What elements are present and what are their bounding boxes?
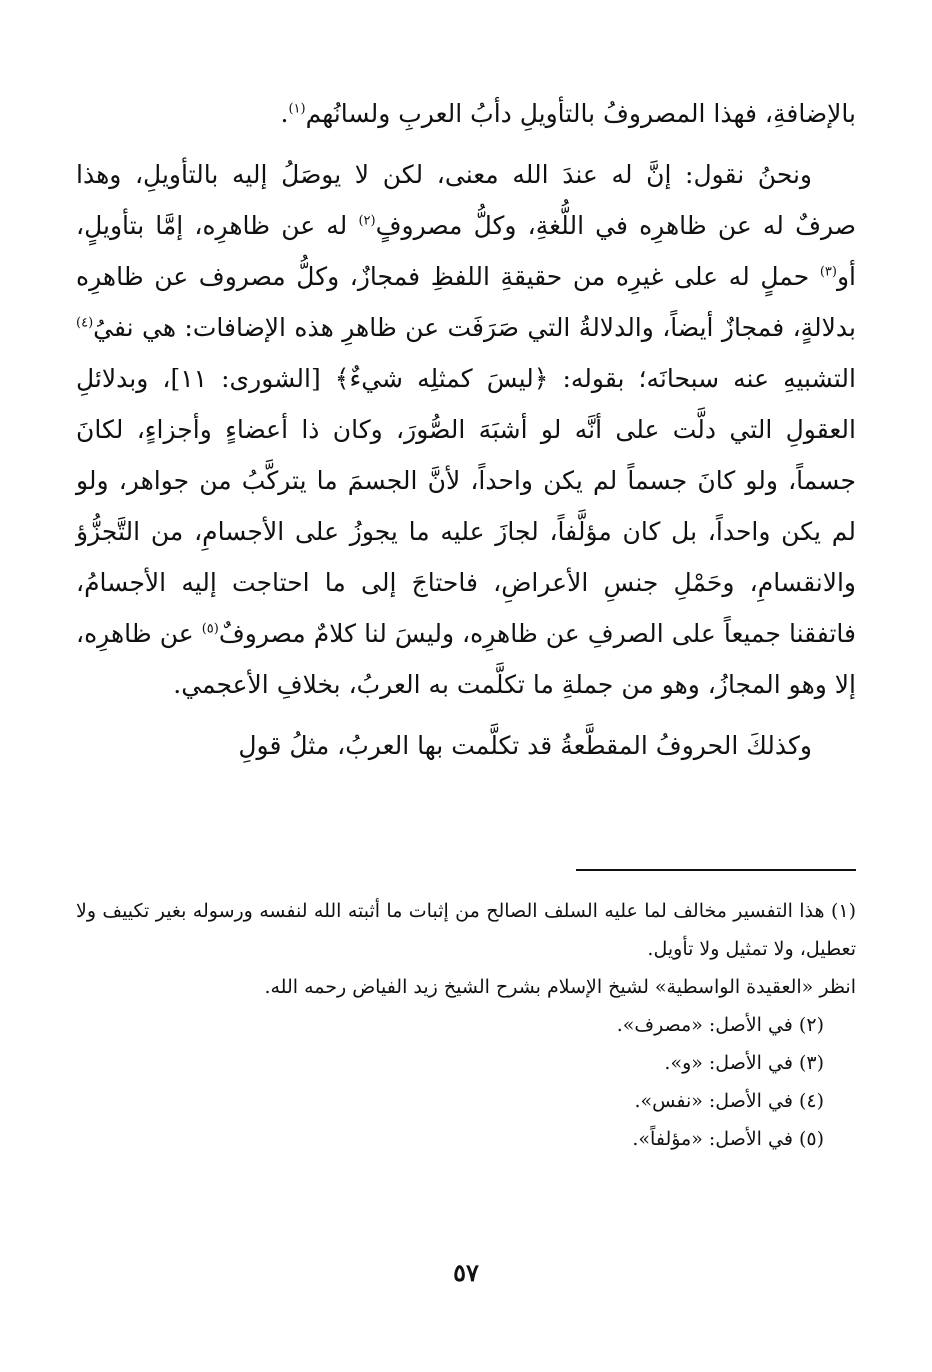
paragraph-2-text-c: حملٍ له على غيرِه من حقيقةِ اللفظِ فمجازٌ، وكلُّ مصروف عن ظاهرِه بدلالةٍ، فمجازٌ أيضاً، والدلالةُ التي صَرَفَت عن ظاهرِ هذه الإضافات: هي نفيُ [76,262,856,342]
main-text [76,88,856,781]
footnote-1-reference: انظر «العقيدة الواسطية» لشيخ الإسلام بشرح الشيخ زيد الفياض رحمه الله. [264,976,856,998]
footnote-4: (٤) في الأصل: «نفس». [634,1090,824,1112]
page-number: ٥٧ [453,1258,479,1287]
paragraph-2-text-e: عن ظاهرِه، إلا وهو المجازُ، وهو من جملةِ ما تكلَّمت به العربُ، بخلافِ الأعجمي. [76,619,856,699]
footnote-5: (٥) في الأصل: «مؤلفاً». [632,1128,824,1150]
paragraph-1 [76,88,856,139]
footnote-1: (١) هذا التفسير مخالف لما عليه السلف الصالح من إثبات ما أثبته الله لنفسه ورسوله بغير تكييف ولا تعطيل، ولا تمثيل ولا تأويل. [76,900,856,960]
paragraph-2-text-d: التشبيهِ عنه سبحانَه؛ بقوله: ﴿ليسَ كمثلِه شيءٌ﴾ [الشورى: ١١]، وبدلائلِ العقولِ التي دلَّت على أنَّه لو أشبَهَ الصُّورَ، وكان ذا أعضاءٍ وأجزاءٍ، لكانَ جسماً، ولو كانَ جسماً لم يكن واحداً، لأنَّ الجسمَ ما يتركَّبُ من جواهر، ولو لم يكن واحداً، بل كان مؤلَّفاً، لجازَ عليه ما يجوزُ على الأجسامِ، من التَّجزُّؤ والانقسامِ، وحَمْلِ جنسِ الأعراضِ، فاحتاجَ إلى ما احتاجت إليه الأجسامُ، فاتفقنا جميعاً على الصرفِ عن ظاهرِه، وليسَ لنا كلامٌ مصروفٌ [76,364,856,648]
footnote-ref-4[interactable]: (٤) [76,315,94,331]
paragraph-2-text-b: له عن ظاهرِه، إمَّا بتأويلٍ، أو [76,211,856,291]
footnote-ref-2[interactable]: (٢) [358,213,376,229]
footnote-divider [576,869,856,871]
paragraph-2 [76,149,856,710]
footnotes-section [76,892,856,1158]
footnote-ref-3[interactable]: (٣) [819,264,837,280]
paragraph-2-text-a: ونحنُ نقول: إنَّ له عندَ الله معنى، لكن لا يوصَلُ إليه بالتأويلِ، وهذا صرفٌ له عن ظاهرِه في اللُّغةِ، وكلُّ مصروفٍ [76,160,857,240]
footnote-ref-1[interactable]: (١) [288,101,306,117]
paragraph-1-text: بالإضافةِ، فهذا المصروفُ بالتأويلِ دأبُ العربِ ولسانُهم [305,99,856,128]
paragraph-1-end: . [280,99,289,128]
footnote-2: (٢) في الأصل: «مصرف». [616,1014,824,1036]
footnote-ref-5[interactable]: (٥) [201,621,219,637]
footnote-3: (٣) في الأصل: «و». [664,1052,824,1074]
paragraph-3: وكذلكَ الحروفُ المقطَّعةُ قد تكلَّمت بها العربُ، مثلُ قولِ [238,731,812,760]
